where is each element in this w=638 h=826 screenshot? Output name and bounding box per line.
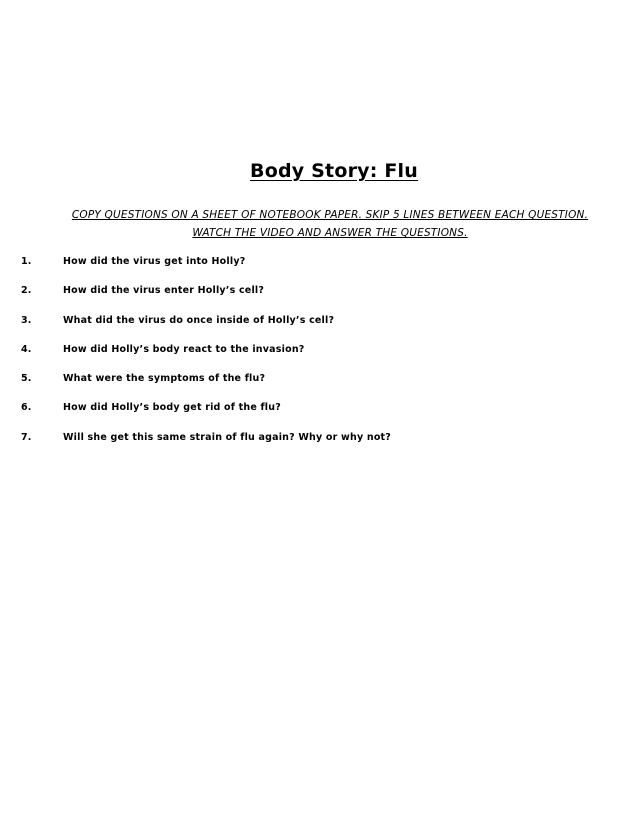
question-number: 4. — [21, 343, 32, 355]
question-text: How did Holly’s body react to the invasion? — [63, 343, 305, 355]
question-item — [0, 340, 638, 369]
question-item — [0, 311, 638, 340]
question-item — [0, 398, 638, 427]
question-text: What were the symptoms of the flu? — [63, 373, 266, 385]
question-text: How did the virus enter Holly’s cell? — [63, 285, 265, 297]
instructions-text: COPY QUESTIONS ON A SHEET OF NOTEBOOK PAPER. SKIP 5 LINES BETWEEN EACH QUESTION. WATCH THE VIDEO AND ANSWER THE QUESTIONS. — [71, 209, 589, 239]
question-item — [0, 369, 638, 398]
question-text: How did the virus get into Holly? — [63, 256, 246, 267]
question-text: What did the virus do once inside of Holly’s cell? — [63, 314, 335, 326]
question-text: Will she get this same strain of flu again? Why or why not? — [63, 431, 391, 443]
question-item — [0, 281, 638, 310]
question-item — [0, 252, 638, 281]
page-title: Body Story: Flu — [250, 160, 418, 182]
question-item — [0, 428, 638, 457]
question-number: 7. — [21, 431, 32, 443]
question-number: 6. — [21, 402, 32, 414]
question-number: 3. — [21, 314, 32, 326]
question-text: How did Holly’s body get rid of the flu? — [63, 402, 281, 414]
questions-list — [0, 252, 638, 457]
question-number: 1. — [21, 256, 32, 267]
question-number: 5. — [21, 373, 32, 385]
question-number: 2. — [21, 285, 32, 297]
